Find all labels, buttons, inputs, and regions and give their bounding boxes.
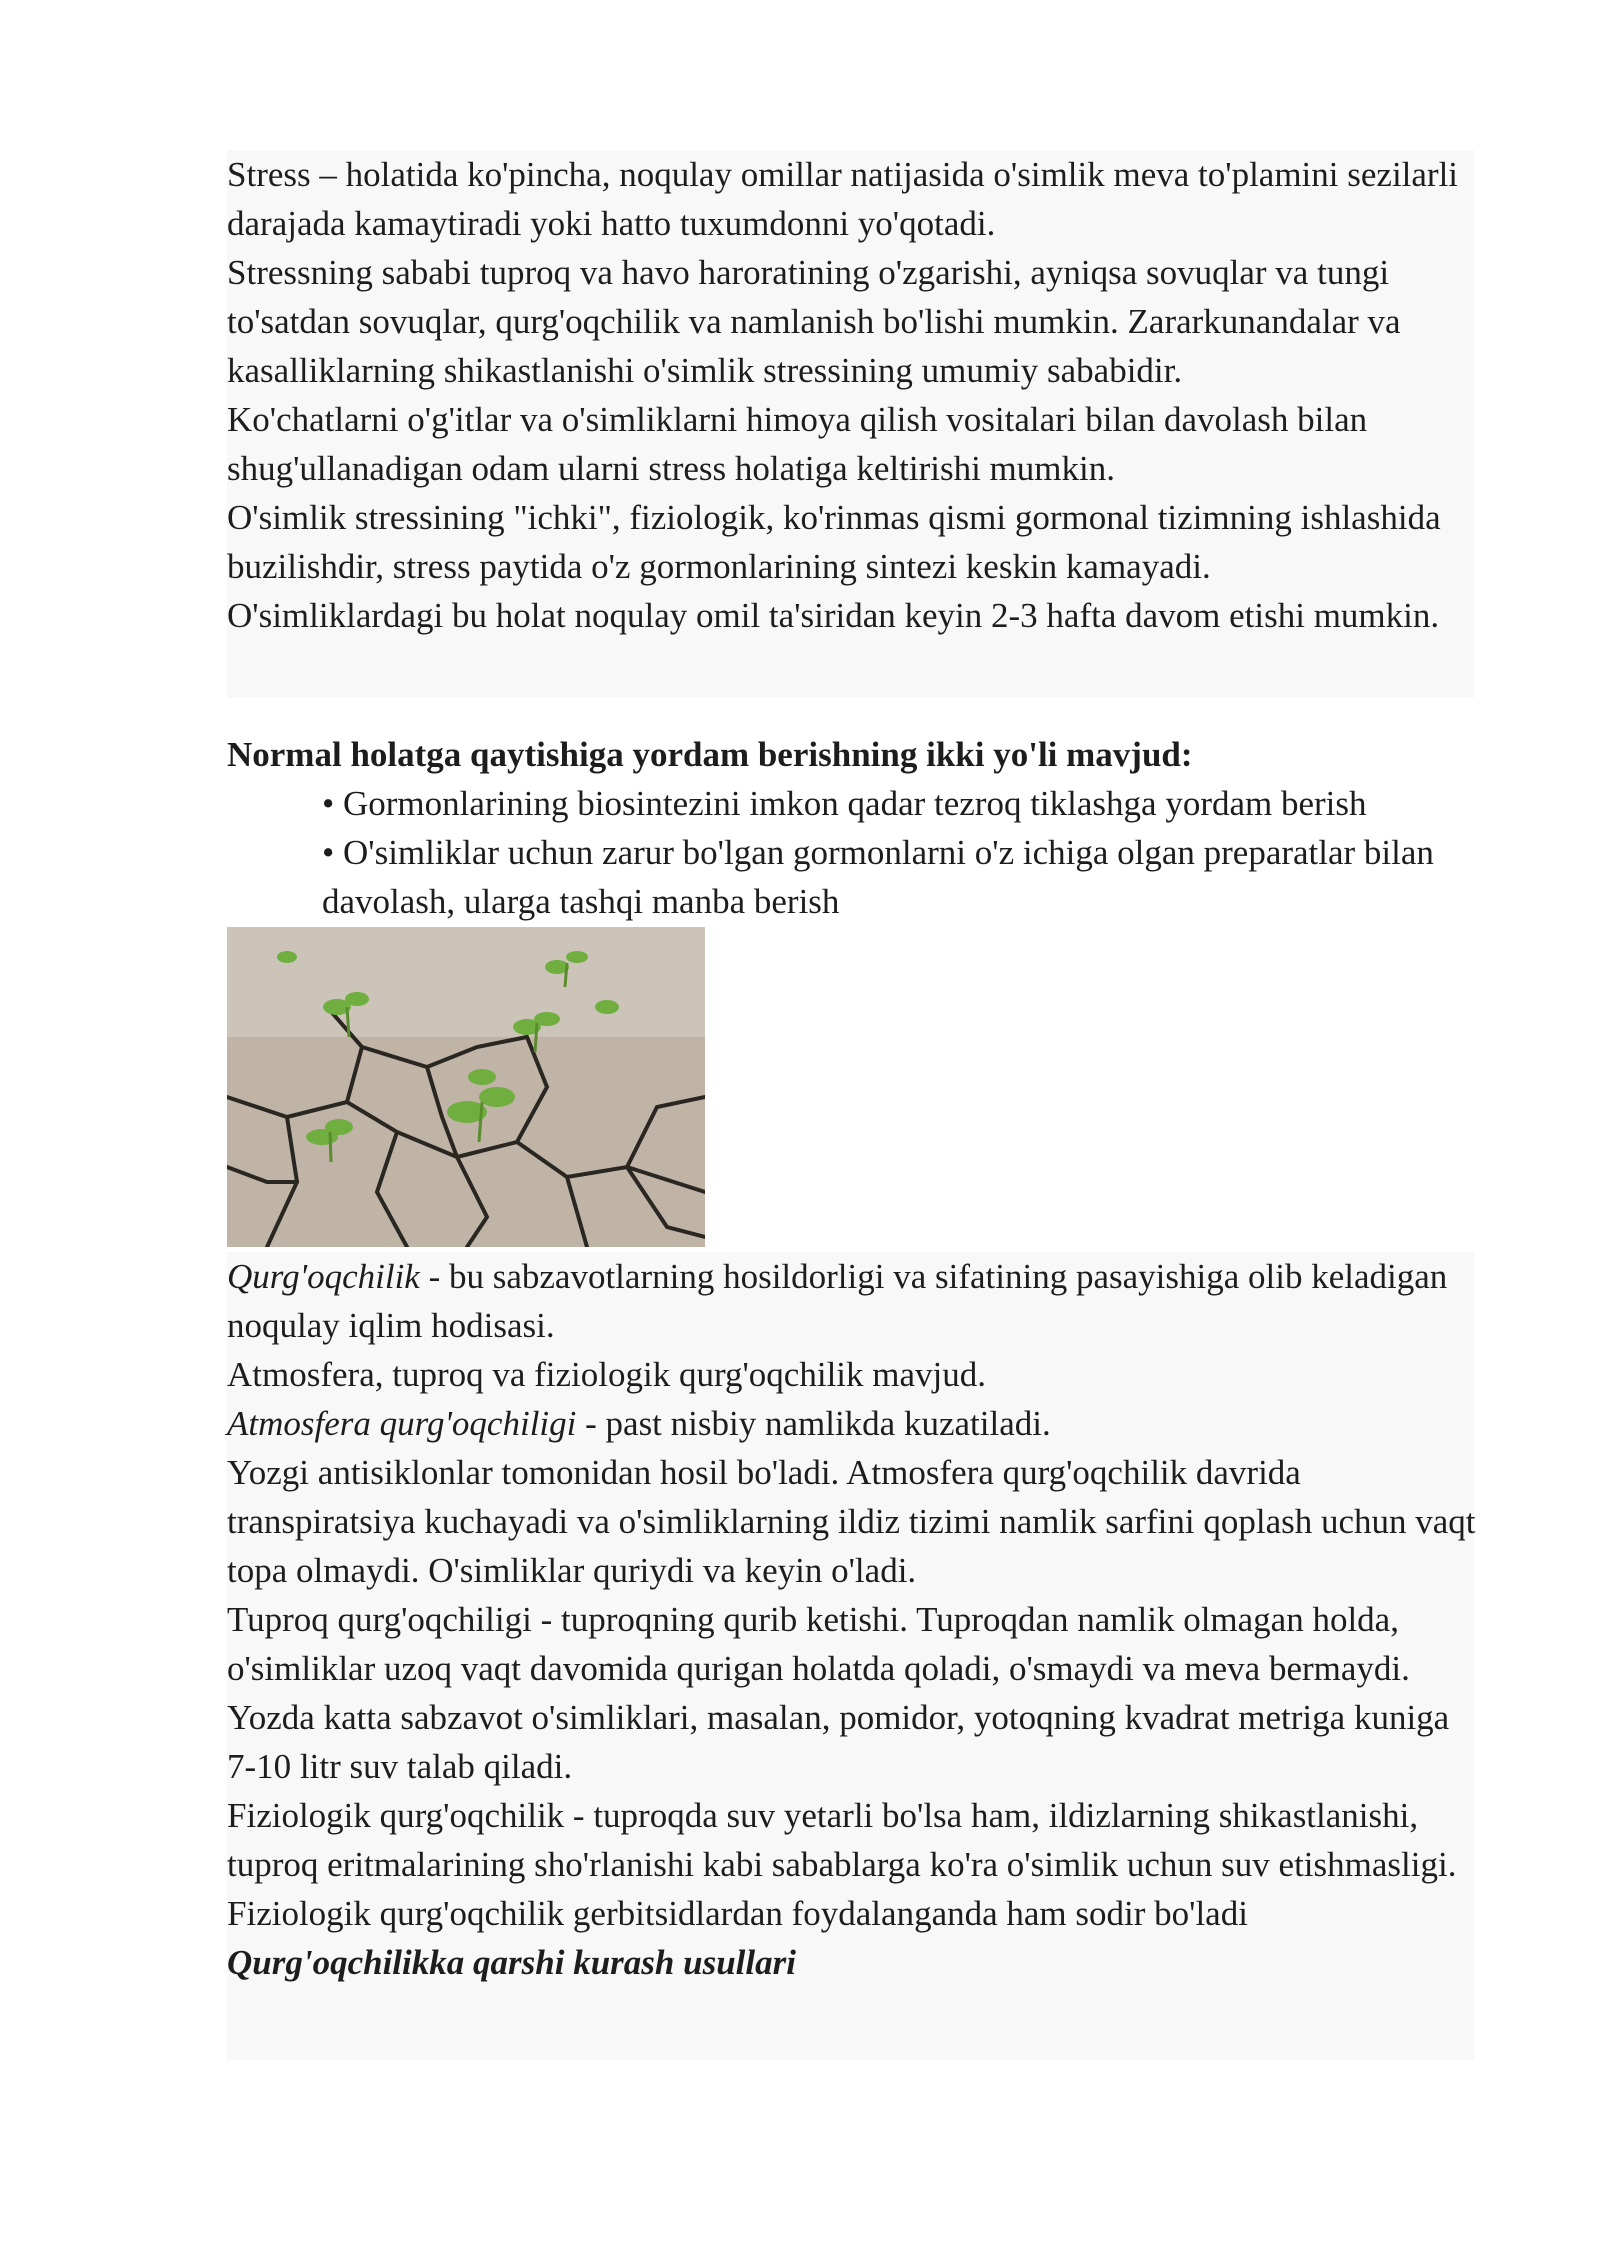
term: Qurg'oqchilik: [227, 1257, 420, 1296]
paragraph: Stress – holatida ko'pincha, noqulay omillar natijasida o'simlik meva to'plamini sezilarli darajada kamaytiradi yoki hatto tuxumdonni yo'qotadi.: [227, 155, 1459, 243]
bullet-item: • O'simliklar uchun zarur bo'lgan gormonlarni o'z ichiga olgan preparatlar bilan davolash, ularga tashqi manba berish: [322, 833, 1434, 921]
dry-soil-seedlings-image: [227, 927, 705, 1247]
paragraph: Stressning sababi tuproq va havo haroratining o'zgarishi, ayniqsa sovuqlar va tungi to'satdan sovuqlar, qurg'oqchilik va namlanish bo'lishi mumkin. Zararkunandalar va kasalliklarning shikastlanishi o'simlik stressining umumiy sababidir.: [227, 253, 1401, 390]
paragraph: Atmosfera, tuproq va fiziologik qurg'oqchilik mavjud.: [227, 1355, 986, 1394]
section-heading: Normal holatga qaytishiga yordam berishning ikki yo'li mavjud:: [227, 735, 1193, 774]
term: Atmosfera qurg'oqchiligi: [227, 1404, 577, 1443]
recovery-section: [227, 730, 1487, 926]
paragraph: O'simliklardagi bu holat noqulay omil ta'siridan keyin 2-3 hafta davom etishi mumkin.: [227, 596, 1440, 635]
definition-text: - past nisbiy namlikda kuzatiladi.: [576, 1404, 1051, 1443]
bullet-item: • Gormonlarining biosintezini imkon qadar tezroq tiklashga yordam berish: [322, 784, 1367, 823]
drought-definition: [227, 1252, 1487, 1350]
definition-text: - bu sabzavotlarning hosildorligi va sifatining pasayishiga olib keladigan noqulay iqlim hodisasi.: [227, 1257, 1448, 1345]
stress-section: [227, 150, 1487, 640]
paragraph: Fiziologik qurg'oqchilik - tuproqda suv yetarli bo'lsa ham, ildizlarning shikastlanishi, tuproq eritmalarining sho'rlanishi kabi sabablarga ko'ra o'simlik uchun suv etishmasligi. Fiziologik qurg'oqchilik gerbitsidlardan foydalanganda ham sodir bo'ladi: [227, 1796, 1457, 1933]
paragraph: Tuproq qurg'oqchiligi - tuproqning qurib ketishi. Tuproqdan namlik olmagan holda, o'simliklar uzoq vaqt davomida qurigan holatda qoladi, o'smaydi va meva bermaydi. Yozda katta sabzavot o'simliklari, masalan, pomidor, yotoqning kvadrat metriga kuniga 7-10 litr suv talab qiladi.: [227, 1600, 1450, 1786]
paragraph: O'simlik stressining "ichki", fiziologik, ko'rinmas qismi gormonal tizimning ishlashida buzilishdir, stress paytida o'z gormonlarining sintezi keskin kamayadi.: [227, 498, 1441, 586]
atmospheric-drought-definition: [227, 1399, 1487, 1448]
bullet-list: [322, 779, 1487, 926]
paragraph: Ko'chatlarni o'g'itlar va o'simliklarni himoya qilish vositalari bilan davolash bilan shug'ullanadigan odam ularni stress holatiga keltirishi mumkin.: [227, 400, 1368, 488]
drought-section: [227, 1252, 1487, 1987]
section-heading: Qurg'oqchilikka qarshi kurash usullari: [227, 1943, 796, 1982]
paragraph: Yozgi antisiklonlar tomonidan hosil bo'ladi. Atmosfera qurg'oqchilik davrida transpiratsiya kuchayadi va o'simliklarning ildiz tizimi namlik sarfini qoplash uchun vaqt topa olmaydi. O'simliklar quriydi va keyin o'ladi.: [227, 1453, 1476, 1590]
